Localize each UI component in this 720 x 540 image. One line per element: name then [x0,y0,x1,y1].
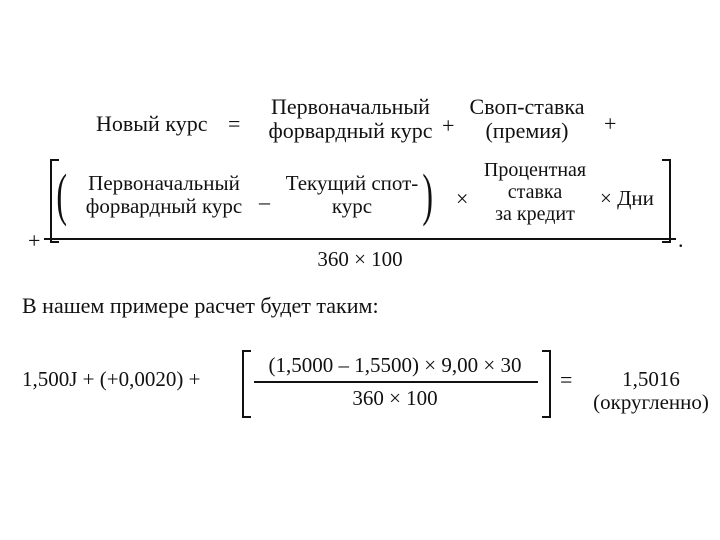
term-line: ставка [507,181,563,203]
right-square-bracket [542,350,551,418]
term-line: Текущий спот- [285,171,419,195]
plus-sign: + [442,113,455,138]
period: . [678,227,684,252]
example-numerator: (1,5000 – 1,5500) × 9,00 × 30 [268,353,522,377]
result-value: 1,5016 [622,367,680,391]
equals-sign: = [560,367,573,392]
plus-sign: + [28,228,41,253]
example-intro: В нашем примере расчет будет таким: [22,293,379,318]
left-parenthesis: ( [56,162,67,227]
example-lhs [22,368,200,391]
fraction-bar [44,238,676,240]
term-line: Процентная [483,159,587,181]
term-line: Первоначальный [271,94,430,119]
times-sign: × [456,186,469,211]
right-square-bracket [662,159,671,243]
term-line: (премия) [485,118,569,143]
initial-rate-value: 1,500 [22,367,70,391]
interest-rate-term [470,159,600,225]
initial-forward-rate-term [258,95,443,143]
current-spot-rate-inner [277,172,427,218]
term-line: форвардный курс [268,118,433,143]
days-term: × Дни [600,186,654,210]
example-lhs-tail: J + (+0,0020) + [69,367,201,391]
initial-forward-rate-inner [72,172,256,218]
term-line: Своп-ставка [469,94,585,119]
equals-sign: = [228,111,241,136]
example-result [586,368,716,414]
right-parenthesis: ) [422,162,433,227]
minus-sign: – [259,189,270,214]
swap-rate-term [458,95,596,143]
example-fraction-bar [254,381,538,383]
new-rate-label: Новый курс [96,111,208,136]
term-line: Первоначальный [88,171,240,195]
result-note: (округленно) [593,390,709,414]
example-denominator: 360 × 100 [352,386,438,410]
denominator: 360 × 100 [317,247,403,271]
term-line: курс [331,194,373,218]
term-line: форвардный курс [85,194,243,218]
term-line: за кредит [495,203,575,225]
plus-sign: + [604,111,617,136]
